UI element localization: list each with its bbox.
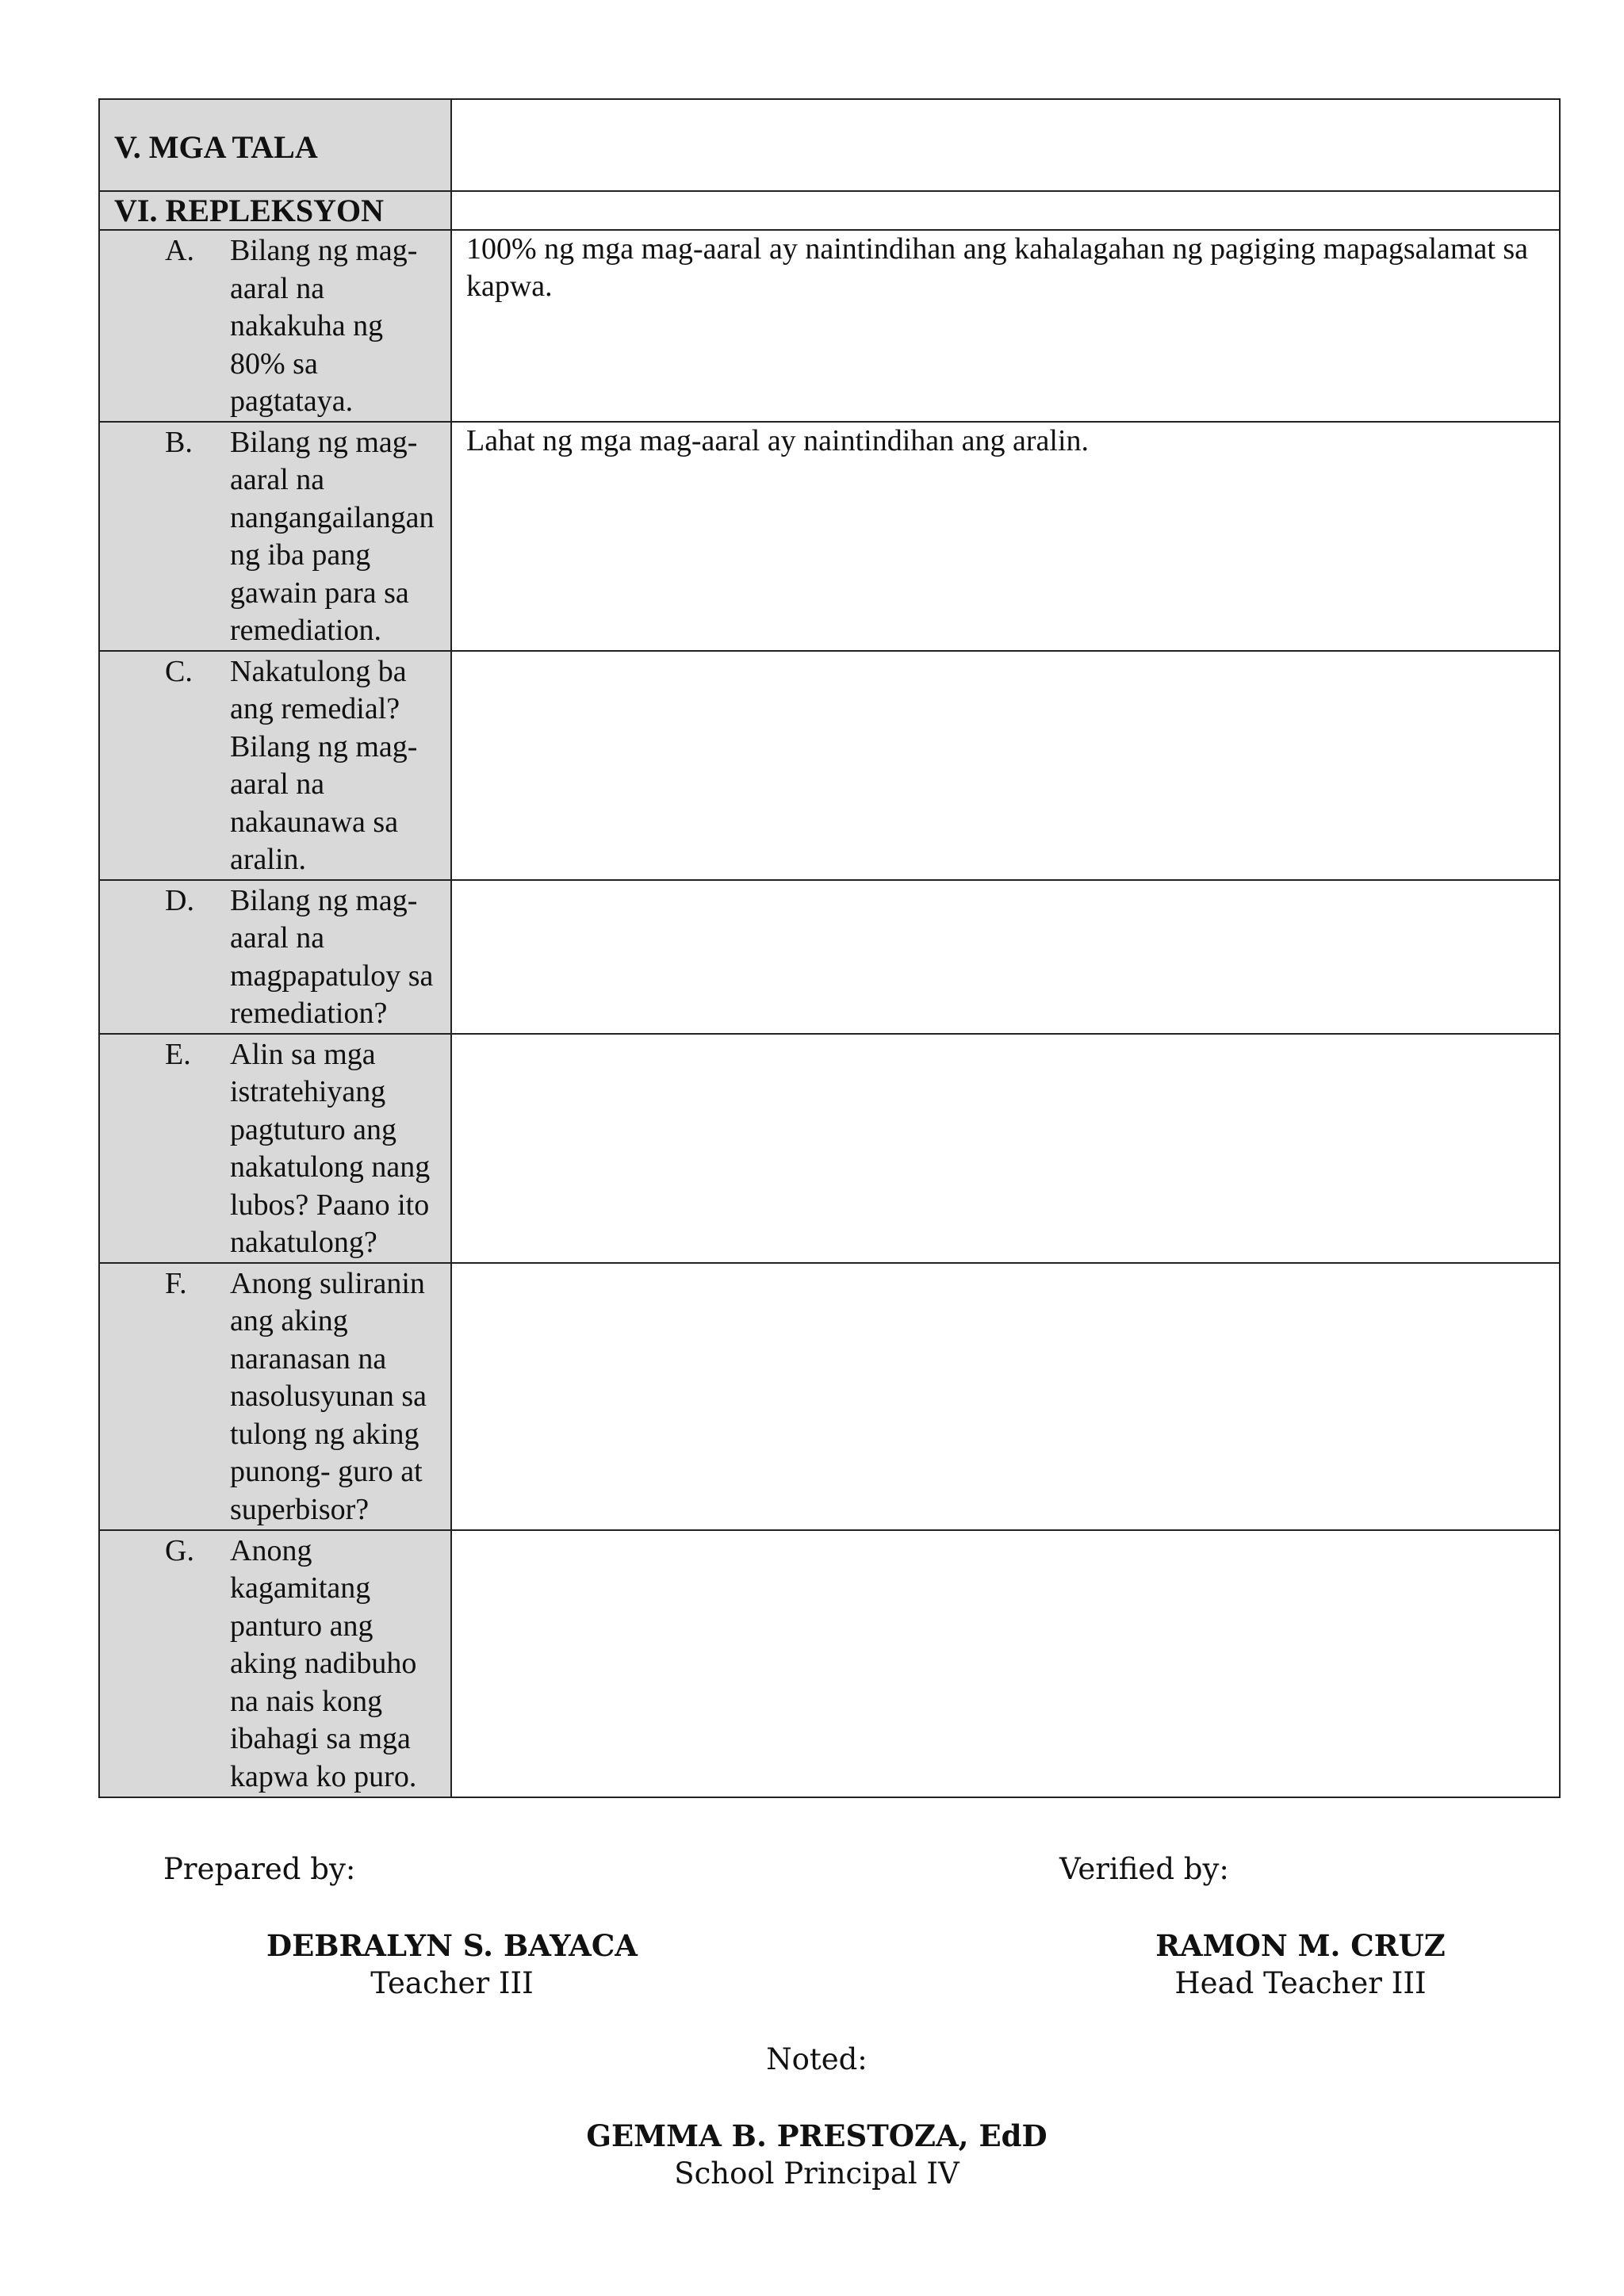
reflection-row-a [99,230,1560,422]
answer-text: 100% ng mga mag-aaral ay naintindihan ang kahalagahan ng pagiging mapagsalamat sa kapwa. [466,232,1529,303]
reflection-row-e [99,1034,1560,1263]
verified-by-label: Verified by: [1059,1852,1229,1886]
item-letter: A. [165,234,194,267]
reflection-row-c [99,651,1560,880]
question-cell [99,880,451,1034]
reflection-row-g [99,1530,1560,1797]
answer-cell [451,651,1560,880]
noted-by-title: School Principal IV [674,2156,959,2191]
question-text: Bilang ng mag- aaral na nangangailangan ng iba pang gawain para sa remediation. [230,425,435,647]
reflection-header-empty-cell [451,191,1560,230]
question-text: Nakatulong ba ang remedial? Bilang ng mag- aaral na nakaunawa sa aralin. [230,654,418,876]
answer-cell [451,880,1560,1034]
answer-cell [451,1530,1560,1797]
verified-by-name: RAMON M. CRUZ [1155,1928,1446,1963]
answer-cell [451,1034,1560,1263]
reflection-row-b [99,422,1560,651]
item-letter: E. [165,1037,191,1071]
notes-row [99,99,1560,191]
noted-by-name: GEMMA B. PRESTOZA, EdD [586,2118,1048,2153]
answer-cell [451,230,1560,422]
item-letter: B. [165,425,193,459]
answer-text: Lahat ng mga mag-aaral ay naintindihan ang aralin. [466,423,1090,457]
reflection-heading: VI. REPLEKSYON [114,193,385,228]
item-letter: G. [165,1533,194,1567]
notes-content-cell [451,99,1560,191]
prepared-by-label: Prepared by: [163,1852,356,1886]
question-cell [99,230,451,422]
question-cell [99,422,451,651]
reflection-header-cell [99,191,451,230]
question-text: Bilang ng mag- aaral na magpapatuloy sa remediation? [230,883,434,1030]
prepared-by-title: Teacher III [370,1966,534,2000]
reflection-row-d [99,880,1560,1034]
reflection-row-f [99,1263,1560,1530]
answer-cell [451,1263,1560,1530]
answer-cell [451,422,1560,651]
noted-label: Noted: [766,2042,868,2076]
question-cell [99,1530,451,1797]
question-cell [99,1263,451,1530]
notes-header-cell [99,99,451,191]
item-letter: D. [165,883,194,917]
question-cell [99,1034,451,1263]
reflection-table [98,98,1561,1798]
notes-heading: V. MGA TALA [114,129,318,165]
item-letter: F. [165,1266,187,1300]
question-text: Anong suliranin ang aking naranasan na nasolusyunan sa tulong ng aking punong- guro at superbisor? [230,1266,427,1526]
reflection-header-row [99,191,1560,230]
prepared-by-name: DEBRALYN S. BAYACA [266,1928,638,1963]
question-text: Anong kagamitang panturo ang aking nadibuho na nais kong ibahagi sa mga kapwa ko puro. [230,1533,417,1793]
item-letter: C. [165,654,193,688]
question-text: Alin sa mga istratehiyang pagtuturo ang nakatulong nang lubos? Paano ito nakatulong? [230,1037,431,1259]
verified-by-title: Head Teacher III [1174,1966,1427,2000]
question-text: Bilang ng mag- aaral na nakakuha ng 80% sa pagtataya. [230,234,418,418]
question-cell [99,651,451,880]
